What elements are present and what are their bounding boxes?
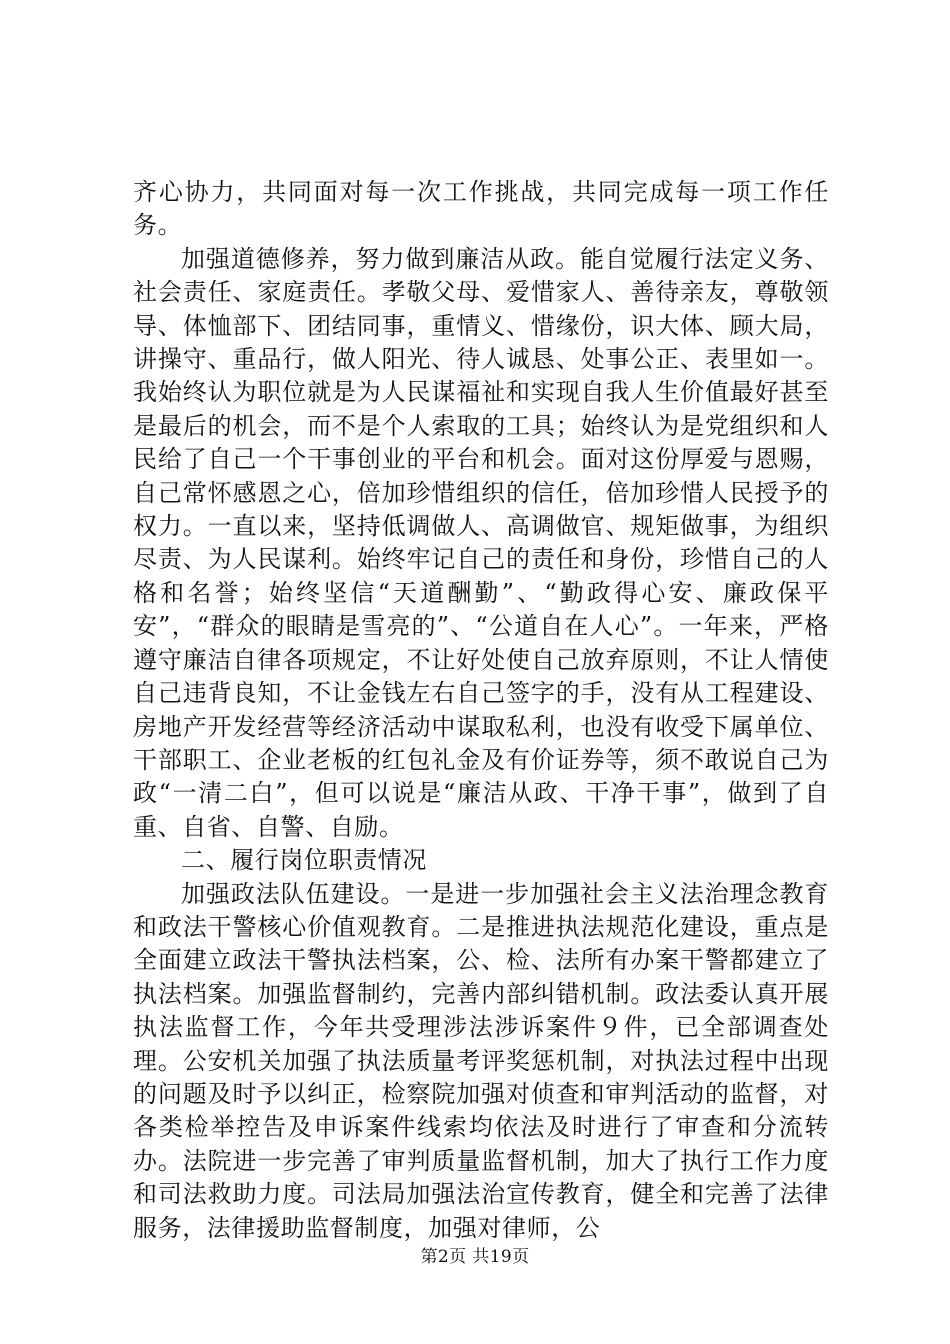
section-heading: 二、履行岗位职责情况 bbox=[181, 846, 427, 875]
paragraph-continuation: 齐心协力，共同面对每一次工作挑战，共同完成每一项工作任务。 bbox=[133, 178, 829, 240]
page-number-footer: 第2页 共19页 bbox=[420, 1247, 530, 1267]
paragraph-moral-cultivation: 加强道德修养，努力做到廉洁从政。能自觉履行法定义务、社会责任、家庭责任。孝敬父母、爱惜家人、善待亲友，尊敬领导、体恤部下、团结同事，重情义、惜缘份，识大体、顾大局，讲操守、重品行，做人阳光、待人诚恳、处事公正、表里如一。我始终认为职位就是为人民谋福祉和实现自我人生价值最好甚至是最后的机会，而不是个人索取的工具；始终认为是党组织和人民给了自己一个干事创业的平台和机会。面对这份厚爱与恩赐，自己常怀感恩之心，倍加珍惜组织的信任，倍加珍惜人民授予的权力。一直以来，坚持低调做人、高调做官、规矩做事，为组织尽责、为人民谋利。始终牢记自己的责任和身份，珍惜自己的人格和名誉；始终坚信“天道酬勤”、“勤政得心安、廉政保平安”，“群众的眼睛是雪亮的”、“公道自在人心”。一年来，严格遵守廉洁自律各项规定，不让好处使自己放弃原则，不让人情使自己违背良知，不让金钱左右自己签字的手，没有从工程建设、房地产开发经营等经济活动中谋取私利，也没有收受下属单位、干部职工、企业老板的红包礼金及有价证券等，须不敢说自己为政“一清二白”，但可以说是“廉洁从政、干净干事”，做到了自重、自省、自警、自励。 bbox=[133, 244, 829, 841]
document-body bbox=[133, 176, 829, 1245]
paragraph-legal-team: 加强政法队伍建设。一是进一步加强社会主义法治理念教育和政法干警核心价值观教育。二是推进执法规范化建设，重点是全面建立政法干警执法档案，公、检、法所有办案干警都建立了执法档案。加强监督制约，完善内部纠错机制。政法委认真开展执法监督工作，今年共受理涉法涉诉案件９件，已全部调查处理。公安机关加强了执法质量考评奖惩机制，对执法过程中出现的问题及时予以纠正，检察院加强对侦查和审判活动的监督，对各类检举控告及申诉案件线索均依法及时进行了审查和分流转办。法院进一步完善了审判质量监督机制，加大了执行工作力度和司法救助力度。司法局加强法治宣传教育，健全和完善了法律服务，法律援助监督制度，加强对律师，公 bbox=[133, 879, 829, 1242]
